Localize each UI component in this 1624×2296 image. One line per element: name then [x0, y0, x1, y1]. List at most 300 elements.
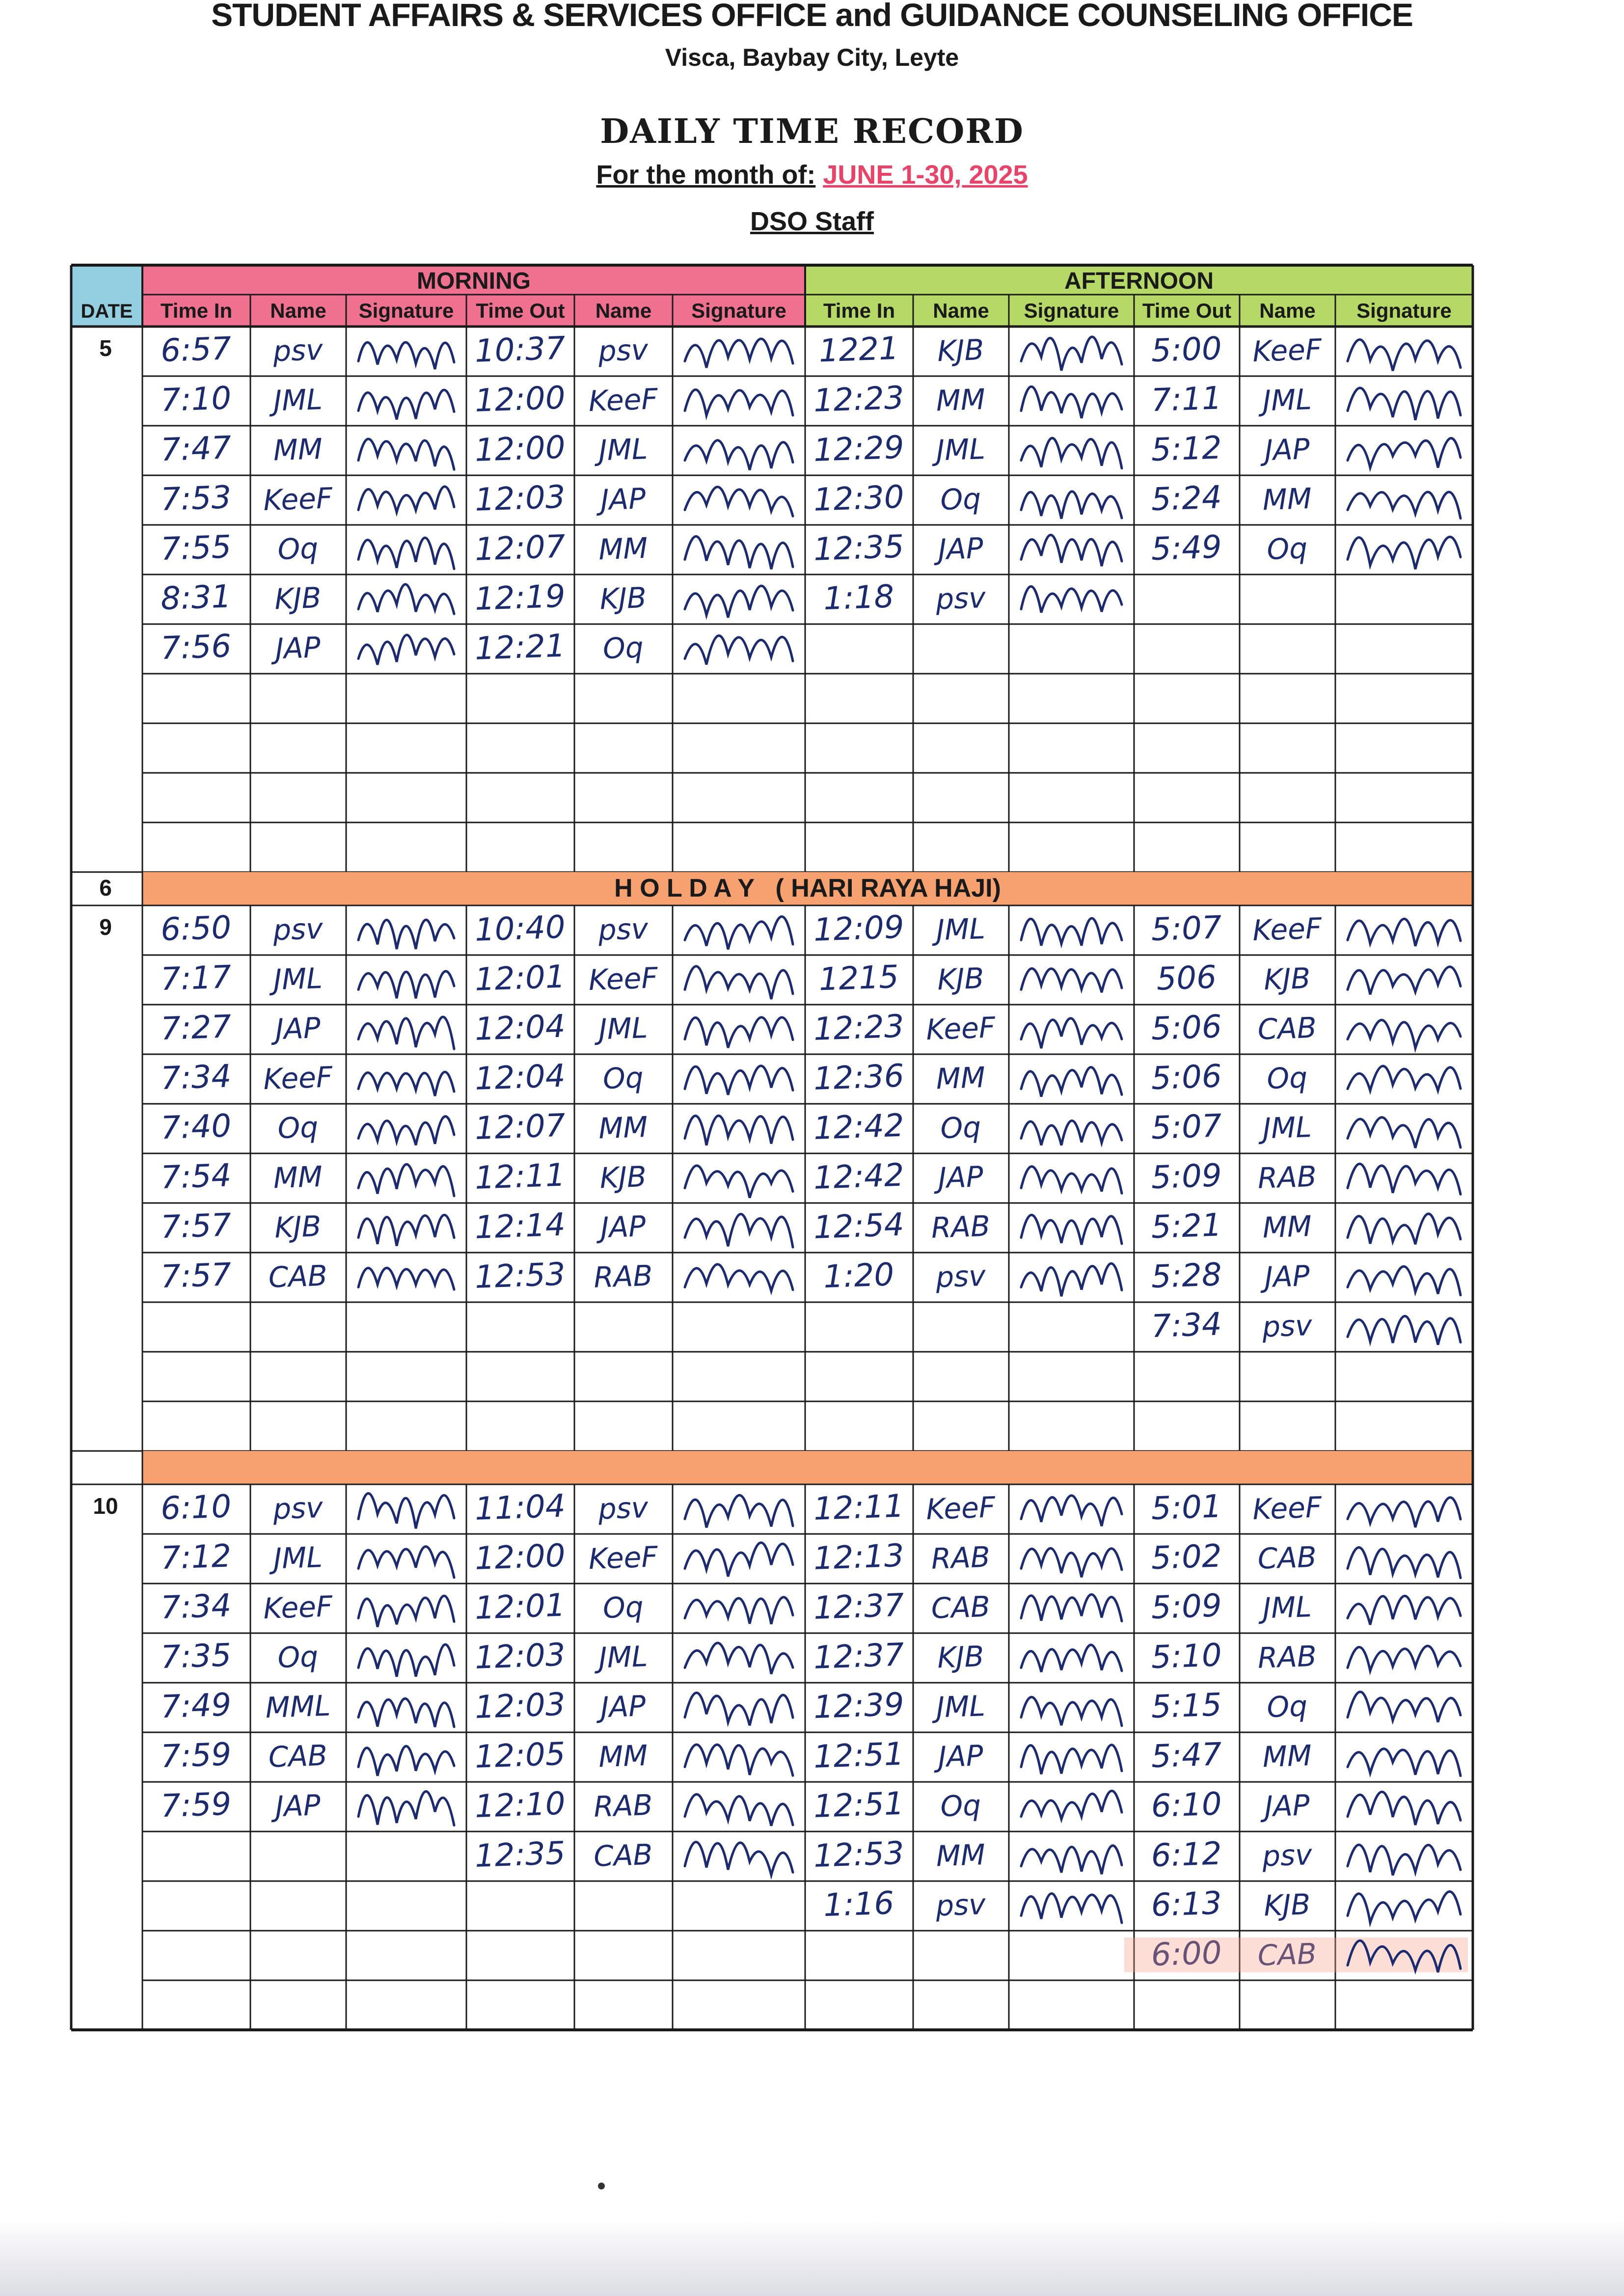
cell-name: JML: [935, 911, 986, 947]
cell-time: 6:00: [1150, 1935, 1222, 1974]
cell-time: 5:15: [1150, 1687, 1222, 1726]
signature-icon: [358, 1547, 454, 1578]
cell-time: 12:51: [812, 1736, 905, 1776]
cell-time: 6:12: [1150, 1835, 1222, 1875]
cell-name: KeeF: [588, 961, 658, 997]
cell-name: MML: [265, 1689, 331, 1724]
signature-icon: [685, 390, 793, 415]
cell-time: 1:18: [823, 578, 895, 618]
cell-time: 1215: [818, 958, 899, 998]
cell-time: 12:07: [474, 528, 566, 568]
cell-time: 12:14: [474, 1206, 566, 1246]
signature-icon: [1348, 1316, 1461, 1344]
cell-time: 10:40: [474, 909, 566, 949]
cell-name: Oq: [277, 1110, 319, 1146]
signature-icon: [1021, 337, 1122, 371]
signature-icon: [358, 1746, 454, 1776]
signature-icon: [358, 1493, 454, 1529]
signature-icon: [685, 487, 793, 517]
cell-time: 10:37: [474, 330, 566, 370]
cell-time: 12:42: [812, 1157, 905, 1197]
column-header-1: Time In: [160, 299, 233, 322]
cell-time: 7:35: [160, 1637, 232, 1676]
signature-icon: [358, 1017, 454, 1049]
cell-name: KeeF: [263, 1060, 333, 1096]
cell-name: JAP: [600, 1689, 647, 1724]
cell-name: Oq: [602, 630, 644, 666]
signature-icon: [358, 1596, 454, 1627]
signature-icon: [685, 1693, 793, 1726]
office-title: STUDENT AFFAIRS & SERVICES OFFICE and GUIDANCE COUNSELING OFFICE: [211, 0, 1413, 33]
signature-icon: [685, 1066, 793, 1095]
signature-icon: [1348, 1692, 1461, 1722]
cell-name: JML: [1262, 1589, 1312, 1625]
signature-icon: [685, 586, 793, 618]
signature-icon: [1021, 535, 1122, 566]
scan-speck: [598, 2183, 605, 2189]
cell-name: psv: [935, 580, 986, 616]
cell-name: JAP: [937, 1739, 984, 1774]
cell-time: 12:03: [474, 479, 566, 519]
signature-icon: [685, 1597, 793, 1624]
cell-time: 12:36: [812, 1058, 905, 1097]
cell-time: 7:57: [160, 1257, 232, 1296]
cell-time: 12:53: [812, 1835, 905, 1875]
cell-name: JAP: [274, 630, 321, 666]
cell-name: JAP: [274, 1011, 321, 1046]
cell-name: KeeF: [1252, 1490, 1323, 1527]
signature-icon: [1348, 1792, 1461, 1825]
signature-icon: [1021, 1846, 1122, 1874]
cell-time: 12:53: [474, 1256, 566, 1296]
signature-icon: [358, 635, 454, 665]
cell-time: 12:01: [474, 958, 566, 998]
cell-name: CAB: [593, 1837, 653, 1873]
signature-icon: [1348, 1891, 1461, 1922]
cell-time: 12:30: [812, 479, 905, 519]
cell-name: psv: [597, 1490, 649, 1526]
signature-icon: [1021, 438, 1122, 468]
cell-time: 12:35: [812, 528, 905, 568]
signature-icon: [1021, 386, 1122, 418]
cell-time: 6:13: [1150, 1885, 1222, 1924]
signature-icon: [685, 1794, 793, 1826]
signature-icon: [358, 1698, 454, 1727]
cell-name: JAP: [1264, 1259, 1310, 1294]
column-header-8: Name: [933, 299, 989, 322]
column-header-11: Name: [1259, 299, 1316, 322]
signature-icon: [1348, 1646, 1461, 1671]
cell-name: CAB: [1257, 1011, 1317, 1046]
cell-name: KJB: [1263, 961, 1311, 997]
signature-icon: [1348, 1596, 1461, 1625]
cell-time: 5:07: [1150, 909, 1222, 949]
cell-name: KeeF: [925, 1011, 996, 1047]
cell-time: 12:04: [474, 1058, 566, 1097]
scan-shadow: [0, 2219, 1624, 2296]
cell-time: 12:11: [812, 1488, 905, 1528]
cell-name: JML: [598, 1011, 649, 1046]
month-label: For the month of:: [596, 160, 816, 190]
cell-name: JAP: [937, 531, 984, 567]
signature-icon: [1348, 1498, 1461, 1528]
cell-name: CAB: [268, 1258, 328, 1294]
cell-time: 8:31: [160, 578, 232, 618]
column-header-2: Name: [270, 299, 326, 322]
cell-name: JML: [272, 961, 323, 997]
signature-icon: [1021, 1018, 1122, 1048]
column-header-9: Signature: [1024, 299, 1119, 322]
signature-icon: [1348, 1214, 1461, 1244]
cell-name: KJB: [599, 1160, 647, 1195]
holiday-band: [142, 1451, 1473, 1484]
signature-icon: [685, 917, 793, 950]
cell-time: 12:54: [812, 1206, 905, 1246]
signature-icon: [685, 966, 793, 999]
signature-icon: [358, 1117, 454, 1145]
cell-time: 5:09: [1150, 1157, 1222, 1197]
cell-time: 7:40: [160, 1108, 232, 1147]
signature-icon: [1021, 1893, 1122, 1923]
cell-time: 7:12: [160, 1538, 232, 1577]
column-header-4: Time Out: [476, 299, 565, 322]
cell-name: JML: [935, 432, 986, 467]
month-value: JUNE 1-30, 2025: [823, 160, 1028, 190]
signature-icon: [1348, 1164, 1461, 1194]
signature-icon: [685, 536, 793, 569]
cell-time: 12:05: [474, 1736, 566, 1776]
cell-name: KeeF: [1252, 911, 1323, 948]
cell-name: JAP: [1264, 432, 1310, 467]
cell-name: Oq: [277, 1640, 319, 1675]
column-header-7: Time In: [823, 299, 895, 322]
signature-icon: [1348, 340, 1461, 371]
cell-time: 7:49: [160, 1687, 232, 1726]
cell-name: CAB: [930, 1589, 991, 1625]
cell-time: 7:57: [160, 1207, 232, 1246]
signature-icon: [358, 1268, 454, 1289]
signature-icon: [1348, 1749, 1461, 1776]
cell-name: Oq: [940, 1110, 982, 1146]
cell-time: 5:07: [1150, 1108, 1222, 1147]
signature-icon: [1021, 1167, 1122, 1194]
signature-icon: [685, 1495, 793, 1528]
signature-icon: [358, 1215, 454, 1246]
cell-name: psv: [935, 1887, 986, 1923]
signature-icon: [1348, 492, 1461, 519]
signature-icon: [1021, 1496, 1122, 1526]
column-header-0: DATE: [81, 301, 133, 322]
date-cell: 6: [99, 875, 112, 901]
signature-icon: [1021, 968, 1122, 992]
cell-time: 5:00: [1150, 330, 1222, 370]
cell-time: 5:12: [1150, 430, 1222, 469]
cell-time: 7:34: [1150, 1306, 1222, 1345]
cell-time: 1221: [818, 330, 899, 370]
holiday-label: H O L D A Y ( HARI RAYA HAJI): [614, 874, 1001, 902]
cell-name: KeeF: [1252, 332, 1323, 369]
signature-icon: [685, 1264, 793, 1291]
cell-time: 12:35: [474, 1835, 566, 1875]
date-cell: 9: [99, 914, 112, 940]
cell-name: psv: [272, 911, 324, 947]
cell-time: 12:19: [474, 578, 566, 618]
cell-time: 506: [1156, 959, 1218, 998]
cell-time: 12:39: [812, 1686, 905, 1726]
cell-name: MM: [935, 1837, 986, 1873]
cell-name: MM: [598, 1110, 649, 1146]
cell-time: 12:03: [474, 1686, 566, 1726]
signature-icon: [1348, 1118, 1461, 1148]
column-header-6: Signature: [691, 299, 786, 322]
cell-time: 12:03: [474, 1637, 566, 1676]
signature-icon: [358, 1164, 454, 1196]
cell-time: 12:23: [812, 1008, 905, 1048]
cell-time: 5:21: [1150, 1207, 1222, 1246]
signature-icon: [1021, 1594, 1122, 1621]
signature-icon: [358, 390, 454, 419]
cell-name: KeeF: [263, 1589, 333, 1626]
cell-name: RAB: [930, 1209, 991, 1245]
cell-time: 5:06: [1150, 1009, 1222, 1048]
cell-time: 6:10: [160, 1488, 232, 1528]
signature-icon: [1021, 1645, 1122, 1672]
date-cell: 10: [93, 1493, 118, 1519]
signature-icon: [685, 1643, 793, 1674]
signature-icon: [1348, 967, 1461, 994]
cell-time: 12:00: [474, 1537, 566, 1577]
cell-name: JML: [598, 1639, 649, 1675]
cell-time: 12:10: [474, 1785, 566, 1825]
signature-icon: [358, 487, 454, 512]
signature-icon: [358, 584, 454, 614]
cell-name: JML: [598, 432, 649, 467]
signature-icon: [1348, 537, 1461, 569]
cell-name: MM: [1262, 1209, 1313, 1245]
cell-name: KJB: [937, 1640, 985, 1675]
cell-name: JAP: [600, 482, 647, 517]
staff-label: DSO Staff: [750, 207, 874, 236]
cell-time: 7:53: [160, 479, 232, 519]
cell-name: psv: [597, 332, 649, 368]
cell-name: MM: [272, 432, 324, 467]
signature-icon: [358, 439, 454, 469]
cell-time: 12:37: [812, 1587, 905, 1627]
cell-time: 12:09: [812, 909, 905, 949]
cell-name: Oq: [602, 1061, 644, 1096]
cell-name: Oq: [940, 1788, 982, 1824]
signature-icon: [685, 1543, 793, 1577]
signature-icon: [358, 342, 454, 369]
signature-icon: [1021, 1548, 1122, 1577]
column-header-10: Time Out: [1142, 299, 1232, 322]
cell-name: MM: [598, 531, 649, 567]
cell-time: 6:57: [160, 330, 232, 370]
cell-time: 12:21: [474, 628, 566, 667]
cell-time: 7:27: [160, 1009, 232, 1048]
signature-icon: [1021, 1697, 1122, 1725]
signature-icon: [358, 1644, 454, 1677]
cell-name: KeeF: [925, 1490, 996, 1527]
afternoon-label: AFTERNOON: [1064, 268, 1214, 294]
signature-icon: [685, 1745, 793, 1776]
cell-name: KeeF: [588, 382, 658, 418]
cell-name: psv: [1261, 1837, 1313, 1873]
signature-icon: [685, 1017, 793, 1048]
signature-icon: [1348, 1845, 1461, 1875]
cell-time: 5:06: [1150, 1058, 1222, 1097]
cell-name: psv: [272, 332, 324, 368]
cell-time: 12:13: [812, 1537, 905, 1577]
signature-icon: [1348, 1020, 1461, 1048]
signature-icon: [358, 1072, 454, 1096]
signature-icon: [685, 636, 793, 665]
cell-time: 7:59: [160, 1736, 232, 1776]
cell-time: 7:55: [160, 529, 232, 568]
cell-name: MM: [935, 382, 986, 418]
cell-name: RAB: [593, 1788, 653, 1824]
column-header-5: Name: [595, 299, 652, 322]
cell-name: Oq: [277, 531, 319, 567]
cell-name: JAP: [274, 1788, 321, 1824]
signature-icon: [685, 1214, 793, 1247]
cell-name: MM: [935, 1060, 986, 1096]
cell-name: CAB: [1257, 1540, 1317, 1576]
cell-name: JML: [1262, 382, 1312, 418]
cell-name: JML: [272, 1540, 323, 1576]
cell-name: Oq: [1266, 531, 1308, 567]
cell-name: MM: [1262, 1738, 1313, 1774]
signature-icon: [1021, 1215, 1122, 1245]
signature-icon: [358, 920, 454, 949]
cell-name: KeeF: [588, 1540, 658, 1576]
cell-time: 5:09: [1150, 1587, 1222, 1627]
cell-name: MM: [598, 1738, 649, 1774]
signature-icon: [1348, 438, 1461, 467]
cell-name: JAP: [937, 1160, 984, 1195]
cell-time: 5:10: [1150, 1637, 1222, 1676]
cell-name: JAP: [1264, 1788, 1310, 1824]
cell-time: 6:10: [1150, 1786, 1222, 1825]
signature-icon: [358, 1791, 454, 1825]
cell-time: 12:37: [812, 1637, 905, 1676]
cell-name: CAB: [1257, 1937, 1317, 1972]
signature-icon: [1021, 918, 1122, 946]
cell-name: Oq: [1266, 1689, 1308, 1724]
signature-icon: [685, 1166, 793, 1198]
cell-name: KJB: [599, 581, 647, 616]
cell-name: JAP: [600, 1209, 647, 1245]
cell-name: RAB: [1257, 1159, 1317, 1195]
signature-icon: [1348, 1066, 1461, 1091]
cell-time: 7:17: [160, 959, 232, 998]
cell-name: JML: [272, 382, 323, 418]
cell-name: psv: [597, 911, 649, 947]
signature-icon: [1021, 1791, 1122, 1819]
cell-time: 12:07: [474, 1107, 566, 1147]
signature-icon: [1021, 1263, 1122, 1296]
signature-icon: [685, 339, 793, 368]
cell-name: Oq: [602, 1590, 644, 1625]
signature-icon: [1348, 919, 1461, 946]
signature-icon: [685, 1842, 793, 1875]
cell-time: 12:00: [474, 380, 566, 419]
cell-name: KJB: [937, 333, 985, 368]
cell-time: 7:47: [160, 430, 232, 469]
cell-name: RAB: [930, 1540, 991, 1576]
date-cell: 5: [99, 335, 112, 361]
office-address: Visca, Baybay City, Leyte: [665, 44, 959, 71]
cell-name: psv: [1261, 1308, 1313, 1344]
cell-time: 12:51: [812, 1785, 905, 1825]
signature-icon: [1348, 1547, 1461, 1578]
signature-icon: [685, 440, 793, 470]
cell-name: KJB: [937, 961, 985, 997]
cell-time: 5:28: [1150, 1257, 1222, 1296]
cell-time: 7:56: [160, 628, 232, 667]
signature-icon: [1348, 1266, 1461, 1295]
cell-name: RAB: [1257, 1639, 1317, 1675]
cell-name: Oq: [940, 482, 982, 517]
cell-time: 12:42: [812, 1107, 905, 1147]
cell-time: 7:10: [160, 380, 232, 419]
cell-time: 11:04: [474, 1488, 566, 1528]
cell-name: psv: [272, 1490, 324, 1526]
signature-icon: [1348, 388, 1461, 420]
signature-icon: [685, 1116, 793, 1145]
cell-name: KJB: [274, 1209, 322, 1245]
cell-time: 5:02: [1150, 1538, 1222, 1577]
cell-name: RAB: [593, 1258, 653, 1294]
cell-name: CAB: [268, 1738, 328, 1774]
cell-time: 12:23: [812, 380, 905, 419]
signature-icon: [1021, 1121, 1122, 1145]
cell-time: 12:11: [474, 1157, 566, 1197]
cell-time: 12:04: [474, 1008, 566, 1048]
cell-time: 7:59: [160, 1786, 232, 1825]
cell-time: 7:54: [160, 1157, 232, 1197]
cell-time: 1:20: [823, 1257, 895, 1296]
form-title: DAILY TIME RECORD: [600, 112, 1024, 151]
cell-name: KeeF: [263, 481, 333, 518]
cell-name: KJB: [1263, 1887, 1311, 1923]
cell-name: Oq: [1266, 1061, 1308, 1096]
cell-time: 7:11: [1150, 380, 1222, 419]
cell-time: 6:50: [160, 909, 232, 949]
cell-name: KJB: [274, 581, 322, 616]
cell-time: 5:01: [1150, 1488, 1222, 1528]
morning-label: MORNING: [417, 268, 531, 294]
signature-icon: [1021, 1745, 1122, 1775]
cell-time: 5:24: [1150, 479, 1222, 519]
cell-time: 7:34: [160, 1587, 232, 1627]
cell-name: MM: [1262, 481, 1313, 517]
cell-time: 5:49: [1150, 529, 1222, 568]
signature-icon: [1021, 492, 1122, 519]
cell-time: 12:01: [474, 1587, 566, 1627]
cell-name: psv: [935, 1258, 986, 1294]
signature-icon: [1021, 1067, 1122, 1097]
cell-time: 5:47: [1150, 1736, 1222, 1776]
signature-icon: [358, 971, 454, 998]
cell-time: 12:29: [812, 429, 905, 469]
cell-time: 1:16: [823, 1885, 895, 1924]
cell-name: JML: [935, 1689, 986, 1724]
cell-time: 12:00: [474, 429, 566, 469]
signature-icon: [1021, 586, 1122, 612]
column-header-3: Signature: [358, 299, 454, 322]
signature-icon: [358, 538, 454, 569]
